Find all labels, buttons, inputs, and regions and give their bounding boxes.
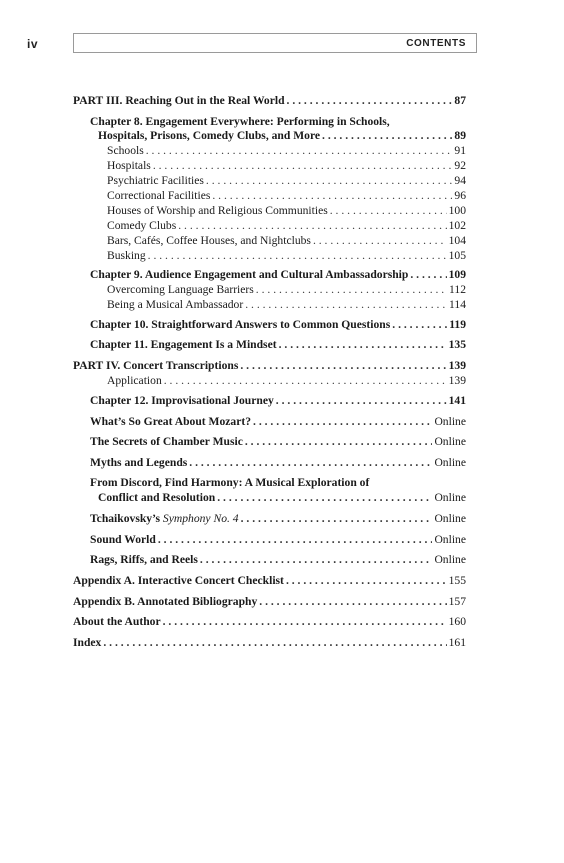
toc-entry-label: Rags, Riffs, and Reels	[90, 553, 198, 566]
toc-entry-sound-world[interactable]	[90, 533, 466, 547]
toc-entry-label: Comedy Clubs	[107, 219, 177, 232]
toc-entry-label: Overcoming Language Barriers	[107, 283, 254, 296]
toc-page-number: Online	[434, 533, 466, 546]
toc-entry-tchaikovsky[interactable]	[90, 512, 466, 526]
toc-page-number: Online	[434, 491, 466, 504]
toc-page-number: Online	[434, 553, 466, 566]
leader-dots	[279, 338, 447, 352]
toc-entry-label-wrap	[90, 512, 239, 526]
toc-entry-label: What’s So Great About Mozart?	[90, 415, 252, 428]
toc-page-number: 119	[449, 318, 466, 331]
toc-page-number: 135	[448, 338, 466, 351]
leader-dots	[178, 219, 446, 233]
running-header-title: CONTENTS	[406, 38, 466, 49]
toc-entry-myths-legends[interactable]	[90, 456, 466, 470]
toc-entry-label: Schools	[107, 144, 144, 157]
leader-dots	[240, 359, 446, 373]
toc-entry-label: Hospitals, Prisons, Comedy Clubs, and More	[98, 129, 321, 142]
toc-entry-label-italic: Symphony No. 4	[162, 512, 239, 525]
toc-page-number: Online	[434, 512, 466, 525]
toc-entry-label: Houses of Worship and Religious Communities	[107, 204, 328, 217]
toc-entry-appendix-a[interactable]	[73, 574, 466, 588]
leader-dots	[212, 189, 452, 203]
toc-entry-chamber-music[interactable]	[90, 435, 466, 449]
toc-entry-label: Appendix A. Interactive Concert Checklist	[73, 574, 284, 587]
toc-entry-appendix-b[interactable]	[73, 595, 466, 609]
toc-entry-label: Correctional Facilities	[107, 189, 211, 202]
toc-entry-discord[interactable]	[98, 491, 466, 505]
leader-dots	[200, 553, 433, 567]
leader-dots	[253, 415, 432, 429]
toc-page-number: 92	[454, 159, 466, 172]
toc-page-number: 155	[448, 574, 466, 587]
leader-dots	[148, 249, 447, 263]
toc-entry-application[interactable]	[107, 374, 466, 388]
toc-page-number: 100	[448, 204, 466, 217]
toc-entry-chapter-11[interactable]	[90, 338, 466, 352]
toc-page-number: 139	[448, 359, 466, 372]
toc-entry-label: Psychiatric Facilities	[107, 174, 204, 187]
leader-dots	[276, 394, 447, 408]
leader-dots	[330, 204, 447, 218]
toc-entry-label: About the Author	[73, 615, 161, 628]
toc-entry-chapter-12[interactable]	[90, 394, 466, 408]
leader-dots	[313, 234, 447, 248]
toc-entry-label: Tchaikovsky’s	[90, 512, 163, 525]
toc-entry-label: PART IV. Concert Transcriptions	[73, 359, 239, 372]
toc-entry-label: Being a Musical Ambassador	[107, 298, 244, 311]
toc-page-number: Online	[434, 415, 466, 428]
toc-page-number: 89	[454, 129, 466, 142]
toc-entry-chapter-8-line1: Chapter 8. Engagement Everywhere: Performing in Schools,	[90, 115, 390, 128]
leader-dots	[259, 595, 446, 609]
toc-page-number: 157	[448, 595, 466, 608]
toc-entry-label: Hospitals	[107, 159, 151, 172]
toc-entry-label: Chapter 10. Straightforward Answers to Common Questions	[90, 318, 391, 331]
leader-dots	[245, 435, 433, 449]
leader-dots	[153, 159, 453, 173]
toc-page-number: 102	[448, 219, 466, 232]
leader-dots	[410, 268, 446, 282]
leader-dots	[241, 512, 433, 526]
toc-page-number: 160	[448, 615, 466, 628]
toc-page-number: 96	[454, 189, 466, 202]
leader-dots	[286, 574, 447, 588]
leader-dots	[217, 491, 432, 505]
toc-page-number: 161	[448, 636, 466, 649]
toc-entry-rags-riffs[interactable]	[90, 553, 466, 567]
leader-dots	[392, 318, 447, 332]
toc-entry-busking[interactable]	[107, 249, 466, 263]
toc-page-number: 94	[454, 174, 466, 187]
toc-entry-houses-of-worship[interactable]	[107, 204, 466, 218]
toc-page-number: 104	[448, 234, 466, 247]
toc-entry-label: The Secrets of Chamber Music	[90, 435, 243, 448]
toc-entry-label: Sound World	[90, 533, 156, 546]
toc-entry-label: Chapter 12. Improvisational Journey	[90, 394, 274, 407]
leader-dots	[164, 374, 447, 388]
toc-entry-label: Chapter 9. Audience Engagement and Cultural Ambassadorship	[90, 268, 409, 281]
leader-dots	[158, 533, 433, 547]
toc-entry-chapter-9[interactable]	[90, 268, 466, 282]
leader-dots	[256, 283, 447, 297]
toc-entry-part-4[interactable]	[73, 359, 466, 373]
toc-entry-comedy-clubs[interactable]	[107, 219, 466, 233]
toc-entry-label: Myths and Legends	[90, 456, 188, 469]
leader-dots	[163, 615, 447, 629]
toc-entry-bars-cafes[interactable]	[107, 234, 466, 248]
toc-page-number: 139	[448, 374, 466, 387]
toc-entry-label: Chapter 11. Engagement Is a Mindset	[90, 338, 277, 351]
toc-entry-musical-ambassador[interactable]	[107, 298, 466, 312]
toc-entry-psychiatric-facilities[interactable]	[107, 174, 466, 188]
toc-entry-chapter-10[interactable]	[90, 318, 466, 332]
toc-page-number: 109	[448, 268, 466, 281]
toc-entry-label: Appendix B. Annotated Bibliography	[73, 595, 258, 608]
toc-entry-correctional-facilities[interactable]	[107, 189, 466, 203]
toc-entry-schools[interactable]	[107, 144, 466, 158]
toc-page-number: Online	[434, 456, 466, 469]
toc-entry-about-author[interactable]	[73, 615, 466, 629]
toc-page-number: 114	[449, 298, 466, 311]
toc-entry-part-3[interactable]	[73, 94, 466, 108]
toc-page-number: 112	[449, 283, 466, 296]
toc-entry-label: Busking	[107, 249, 146, 262]
toc-page-number: 91	[454, 144, 466, 157]
toc-entry-label: Conflict and Resolution	[98, 491, 216, 504]
leader-dots	[146, 144, 453, 158]
toc-entry-index[interactable]	[73, 636, 466, 650]
toc-entry-label: Index	[73, 636, 102, 649]
leader-dots	[189, 456, 432, 470]
toc-entry-hospitals[interactable]	[107, 159, 466, 173]
leader-dots	[322, 129, 452, 143]
toc-entry-chapter-8[interactable]	[98, 129, 466, 143]
toc-page-number: 87	[454, 94, 466, 107]
toc-entry-label: Application	[107, 374, 162, 387]
toc-entry-label: PART III. Reaching Out in the Real World	[73, 94, 285, 107]
toc-entry-label: Bars, Cafés, Coffee Houses, and Nightclubs	[107, 234, 311, 247]
leader-dots	[103, 636, 446, 650]
leader-dots	[206, 174, 452, 188]
toc-entry-language-barriers[interactable]	[107, 283, 466, 297]
toc-page-number: 141	[448, 394, 466, 407]
toc-page-number: Online	[434, 435, 466, 448]
toc-entry-discord-line1: From Discord, Find Harmony: A Musical Exploration of	[90, 476, 370, 489]
page-folio: iv	[27, 37, 39, 51]
toc-page-number: 105	[448, 249, 466, 262]
leader-dots	[245, 298, 447, 312]
leader-dots	[287, 94, 453, 108]
toc-entry-mozart[interactable]	[90, 415, 466, 429]
